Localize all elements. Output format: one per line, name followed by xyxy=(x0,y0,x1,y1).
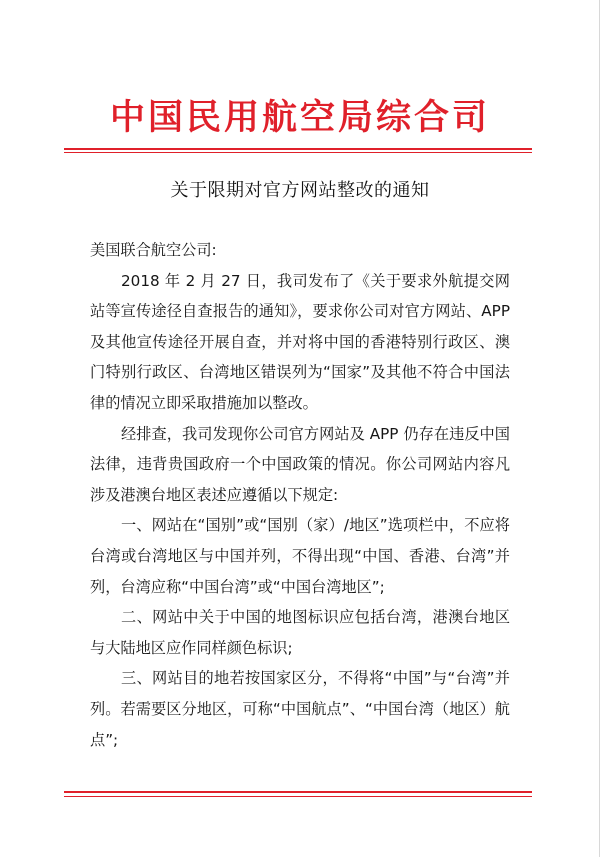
document-body xyxy=(90,235,510,755)
footer-rule-thin xyxy=(64,796,532,797)
paragraph-1: 2018 年 2 月 27 日，我司发布了《关于要求外航提交网站等宣传途径自查报告的通知》，要求你公司对官方网站、APP 及其他宣传途径开展自查，并对将中国的香港特别行政区、澳门特别行政区、台湾地区错误列为“国家”及其他不符合中国法律的情况立即采取措施加以整改。 xyxy=(90,271,510,412)
letterhead-rule-thin xyxy=(64,152,532,153)
paragraph-5: 三、网站目的地若按国家区分，不得将“中国”与“台湾”并列。若需要区分地区，可称“中国航点”、“中国台湾（地区）航点”; xyxy=(90,669,510,749)
letterhead-title: 中国民用航空局综合司 xyxy=(109,97,490,138)
paragraph-4: 二、网站中关于中国的地图标识应包括台湾，港澳台地区与大陆地区应作同样颜色标识; xyxy=(90,608,510,657)
letterhead-rule-thick xyxy=(64,148,532,150)
paragraph-3: 一、网站在“国别”或“国别（家）/地区”选项栏中，不应将台湾或台湾地区与中国并列，不得出现“中国、香港、台湾”并列，台湾应称“中国台湾”或“中国台湾地区”; xyxy=(90,516,510,596)
salutation: 美国联合航空公司: xyxy=(90,241,217,259)
paragraph-2: 经排查，我司发现你公司官方网站及 APP 仍存在违反中国法律，违背贵国政府一个中国政策的情况。你公司网站内容凡涉及港澳台地区表述应遵循以下规定: xyxy=(90,424,510,504)
document-title: 关于限期对官方网站整改的通知 xyxy=(170,180,430,201)
footer-rule-thick xyxy=(64,791,532,793)
